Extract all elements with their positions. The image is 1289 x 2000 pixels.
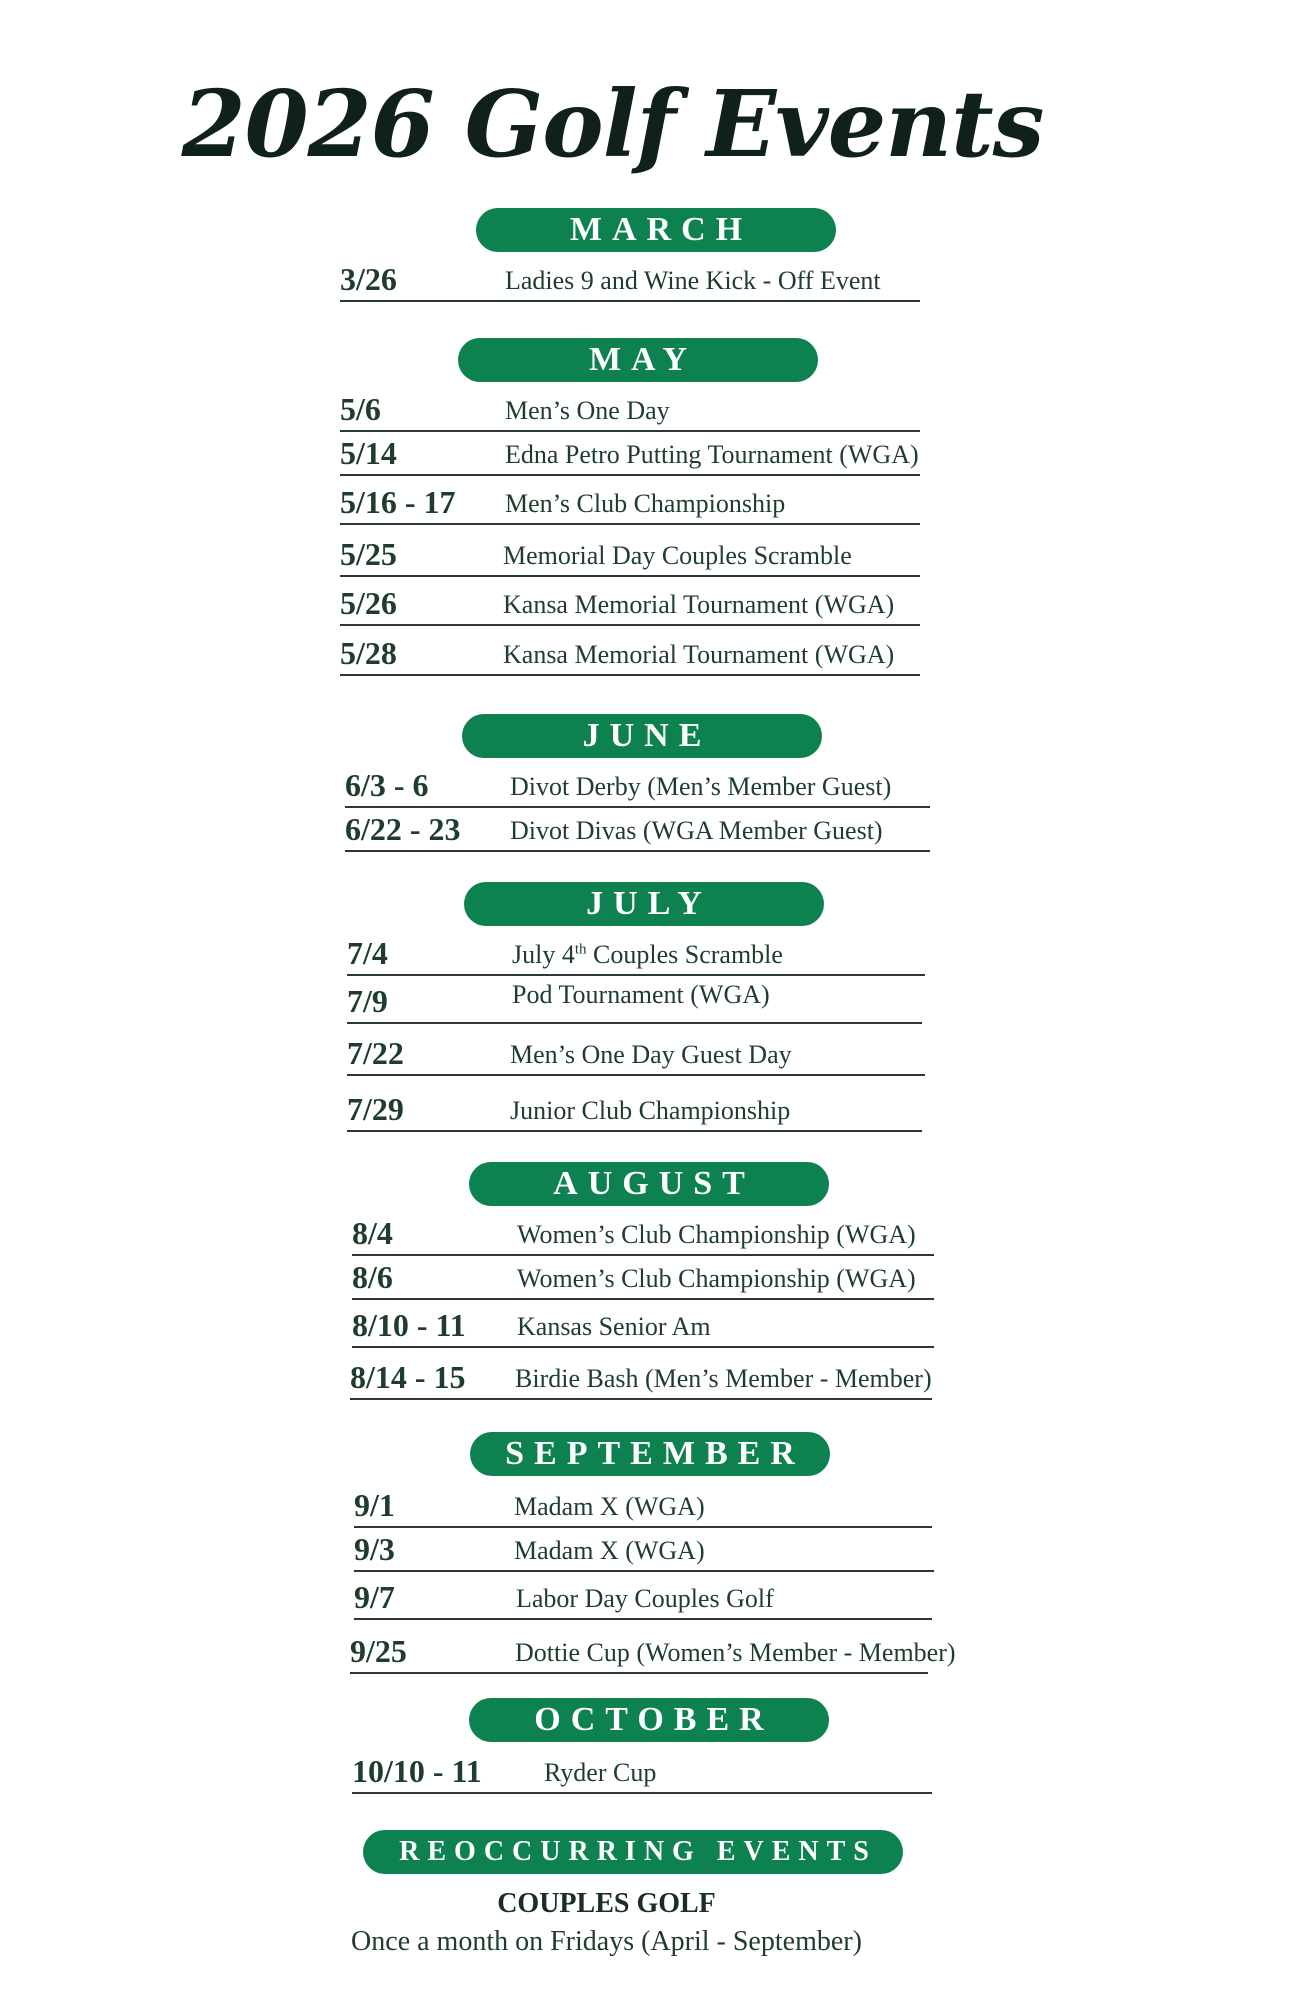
event-date: 7/4	[347, 935, 388, 971]
event-row	[354, 1486, 932, 1528]
event-date: 7/29	[347, 1091, 404, 1127]
event-row	[352, 1214, 934, 1256]
event-row	[347, 1090, 922, 1132]
event-name: Divot Derby (Men’s Member Guest)	[510, 772, 892, 801]
event-row	[350, 1358, 932, 1400]
event-name: Dottie Cup (Women’s Member - Member)	[515, 1638, 956, 1667]
event-date: 8/4	[352, 1215, 393, 1251]
event-date: 9/1	[354, 1487, 395, 1523]
event-row	[345, 766, 930, 808]
event-name: Kansa Memorial Tournament (WGA)	[503, 640, 895, 669]
event-date: 8/10 - 11	[352, 1307, 466, 1343]
event-date: 8/14 - 15	[350, 1359, 466, 1395]
event-name-part: July 4	[512, 940, 575, 969]
event-row	[350, 1632, 956, 1674]
event-row	[354, 1578, 932, 1620]
event-date: 9/25	[350, 1633, 407, 1669]
event-row	[340, 634, 920, 676]
event-row	[354, 1530, 934, 1572]
event-name: Pod Tournament (WGA)	[512, 980, 770, 1009]
event-name: Kansas Senior Am	[517, 1312, 711, 1341]
recurring-event-title: COUPLES GOLF	[497, 1888, 716, 1919]
event-row	[352, 1752, 932, 1794]
event-name: Madam X (WGA)	[514, 1492, 705, 1521]
event-name: Madam X (WGA)	[514, 1536, 705, 1565]
event-date: 6/22 - 23	[345, 811, 461, 847]
event-row	[352, 1306, 934, 1348]
event-date: 7/9	[347, 983, 388, 1019]
event-name: Ryder Cup	[544, 1758, 657, 1787]
event-date: 5/28	[340, 635, 397, 671]
event-date: 5/16 - 17	[340, 484, 456, 520]
event-row	[347, 1034, 925, 1076]
recurring-event-description: Once a month on Fridays (April - September)	[351, 1926, 862, 1957]
event-name-rest: Couples Scramble	[586, 940, 783, 969]
event-name: Memorial Day Couples Scramble	[503, 541, 852, 570]
event-date: 9/3	[354, 1531, 395, 1567]
event-date: 8/6	[352, 1259, 393, 1295]
month-header-september: SEPTEMBER	[470, 1432, 830, 1476]
event-name: Kansa Memorial Tournament (WGA)	[503, 590, 895, 619]
event-name: Women’s Club Championship (WGA)	[517, 1264, 916, 1293]
page-title: 2026 Golf Events	[181, 70, 1044, 178]
event-row	[340, 584, 920, 626]
event-date: 9/7	[354, 1579, 395, 1615]
event-row	[340, 260, 920, 302]
event-row	[340, 390, 920, 432]
month-header-august: AUGUST	[469, 1162, 829, 1206]
event-row	[340, 434, 920, 476]
event-date: 7/22	[347, 1035, 404, 1071]
event-name: Ladies 9 and Wine Kick - Off Event	[505, 266, 881, 295]
event-row	[345, 810, 930, 852]
event-name: Men’s One Day	[505, 396, 670, 425]
event-name: Birdie Bash (Men’s Member - Member)	[515, 1364, 932, 1393]
event-row	[347, 982, 922, 1024]
event-name: Men’s One Day Guest Day	[510, 1040, 792, 1069]
event-name-sup: th	[574, 941, 587, 958]
event-date: 3/26	[340, 261, 397, 297]
month-header-march: MARCH	[476, 208, 836, 252]
event-row	[340, 483, 920, 525]
event-name: Edna Petro Putting Tournament (WGA)	[505, 440, 919, 469]
month-header-may: MAY	[458, 338, 818, 382]
event-row	[347, 934, 925, 976]
event-date: 5/26	[340, 585, 397, 621]
event-row	[352, 1258, 934, 1300]
month-header-june: JUNE	[462, 714, 822, 758]
event-name: Divot Divas (WGA Member Guest)	[510, 816, 883, 845]
event-date: 5/25	[340, 536, 397, 572]
event-date: 6/3 - 6	[345, 767, 429, 803]
event-date: 5/6	[340, 391, 381, 427]
event-row	[340, 535, 920, 577]
recurring-events-header: REOCCURRING EVENTS	[363, 1830, 903, 1874]
event-name: Labor Day Couples Golf	[516, 1584, 774, 1613]
event-name: Men’s Club Championship	[505, 489, 786, 518]
month-header-july: JULY	[464, 882, 824, 926]
month-header-october: OCTOBER	[469, 1698, 829, 1742]
event-name: Junior Club Championship	[510, 1096, 791, 1125]
event-date: 10/10 - 11	[352, 1753, 482, 1789]
event-date: 5/14	[340, 435, 397, 471]
event-name: Women’s Club Championship (WGA)	[517, 1220, 916, 1249]
event-name	[512, 940, 783, 970]
